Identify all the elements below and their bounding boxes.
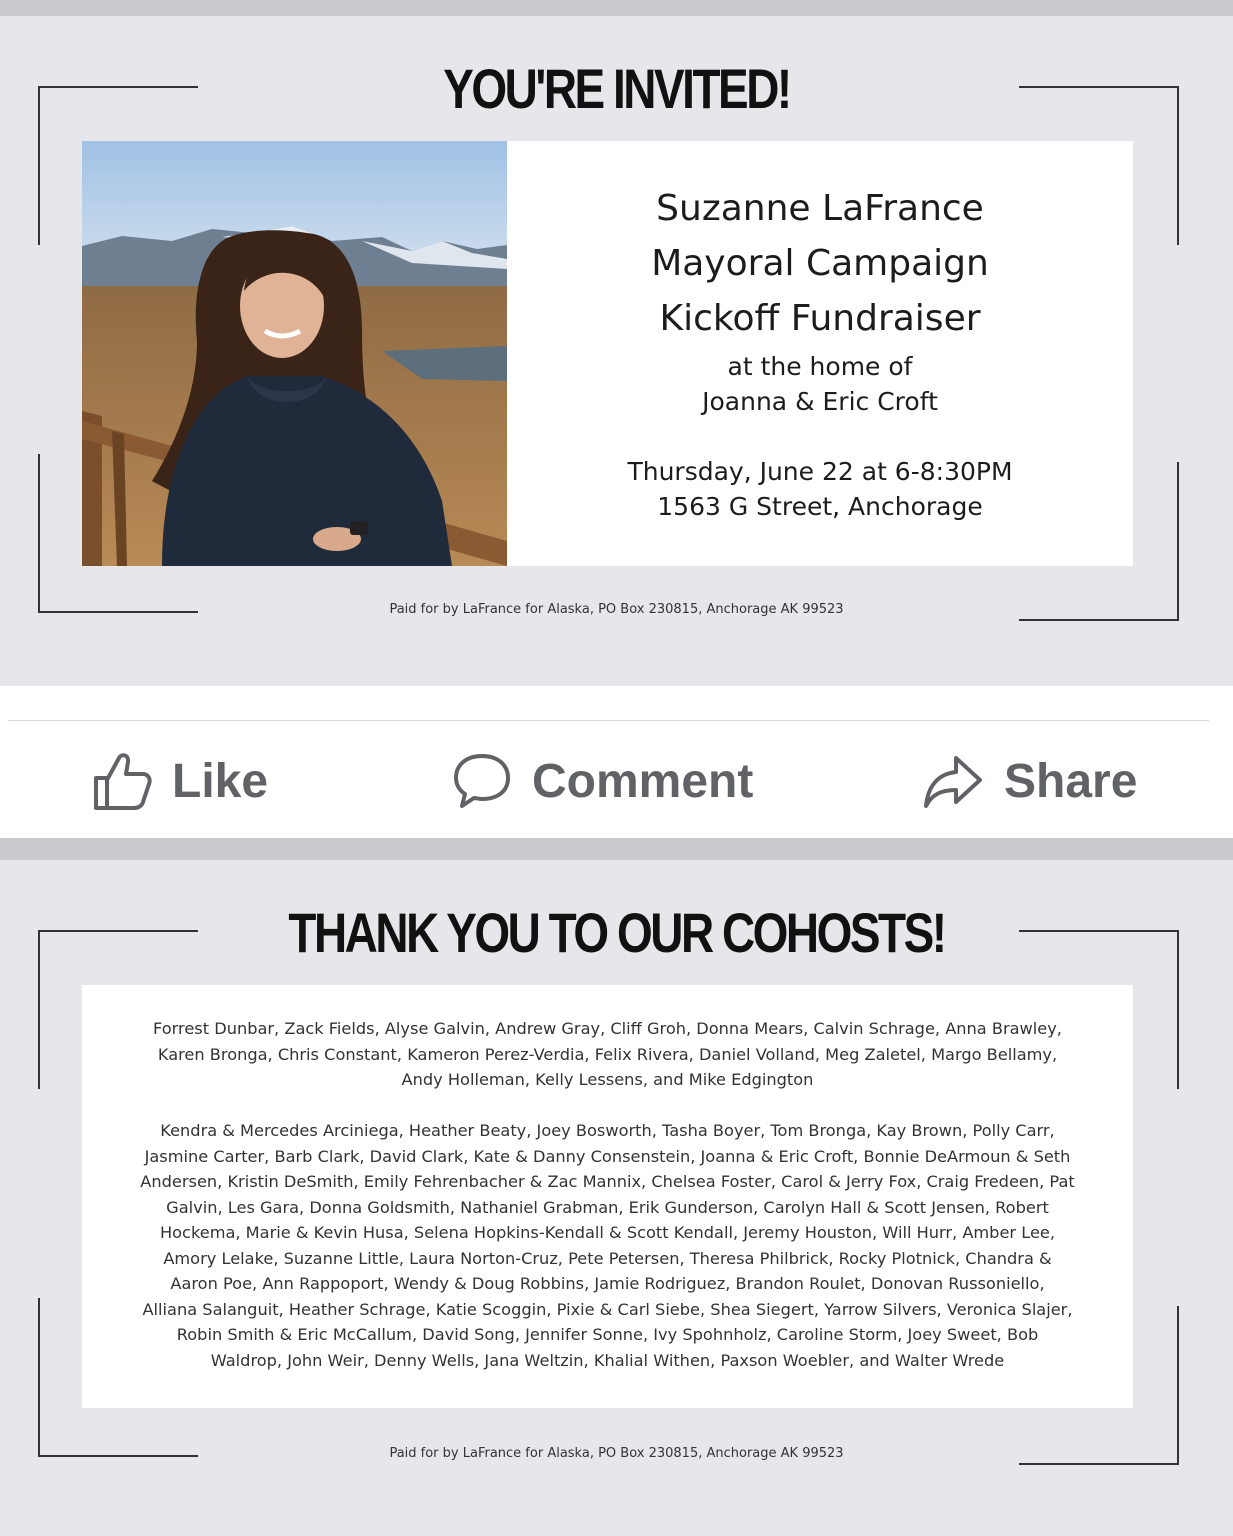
invite-panel: [82, 141, 1133, 566]
cohost-line: Galvin, Les Gara, Donna Goldsmith, Nathaniel Grabman, Erik Gunderson, Carolyn Hall & Scott Jensen, Robert: [166, 1197, 1049, 1217]
cohost-line: Andy Holleman, Kelly Lessens, and Mike Edgington: [401, 1070, 814, 1089]
cohosts-heading: THANK YOU TO OUR COHOSTS!: [288, 901, 945, 964]
cohost-line: Aaron Poe, Ann Rappoport, Wendy & Doug Robbins, Jamie Rodriguez, Brandon Roulet, Donovan Russoniello,: [170, 1274, 1045, 1293]
invitation-image[interactable]: [0, 16, 1233, 686]
portrait-photo: [82, 141, 507, 566]
event-title-line: Mayoral Campaign: [651, 243, 989, 284]
event-address: 1563 G Street, Anchorage: [657, 492, 983, 521]
share-button[interactable]: [922, 746, 1137, 816]
cohost-line: Waldrop, John Weir, Denny Wells, Jana Weltzin, Khalial Withen, Paxson Woebler, and Walter Wrede: [210, 1350, 1005, 1370]
cohost-line: Jasmine Carter, Barb Clark, David Clark, Kate & Danny Consenstein, Joanna & Eric Croft, Bonnie DeArmoun & Seth: [144, 1146, 1071, 1166]
event-host: [507, 349, 1133, 419]
invite-heading: YOU'RE INVITED!: [443, 57, 790, 120]
cohost-line: Karen Bronga, Chris Constant, Kameron Perez-Verdia, Felix Rivera, Daniel Volland, Meg Zaletel, Margo Bellamy,: [157, 1044, 1058, 1064]
post-separator: [0, 838, 1233, 860]
cohost-panel: [82, 985, 1133, 1408]
feed-top-separator: [0, 0, 1233, 16]
cohost-list-community: [102, 1118, 1113, 1373]
event-date-location: [507, 454, 1133, 524]
event-details: [507, 141, 1133, 566]
cohost-list-officials: [102, 1016, 1113, 1093]
comment-label: Comment: [532, 754, 754, 808]
share-arrow-icon: [922, 752, 984, 810]
cohost-line: Andersen, Kristin DeSmith, Emily Fehrenbacher & Zac Mannix, Chelsea Foster, Carol & Jerry Fox, Craig Fredeen, Pat: [140, 1172, 1075, 1191]
like-label: Like: [172, 754, 269, 808]
cohost-line: Kendra & Mercedes Arciniega, Heather Beaty, Joey Bosworth, Tasha Boyer, Tom Bronga, Kay Brown, Polly Carr,: [160, 1121, 1055, 1140]
event-date: Thursday, June 22 at 6-8:30PM: [627, 457, 1013, 486]
event-host-line: Joanna & Eric Croft: [702, 387, 938, 416]
share-label: Share: [1004, 754, 1138, 808]
cohost-line: Alliana Salanguit, Heather Schrage, Katie Scoggin, Pixie & Carl Siebe, Shea Siegert, Yarrow Silvers, Veronica Slajer,: [142, 1299, 1073, 1319]
cohost-line: Hockema, Marie & Kevin Husa, Selena Hopkins-Kendall & Scott Kendall, Jeremy Houston, Will Hurr, Amber Lee,: [159, 1223, 1056, 1242]
like-button[interactable]: [92, 746, 268, 816]
event-host-line: at the home of: [727, 352, 913, 381]
action-divider: [8, 720, 1209, 721]
cohost-line: Forrest Dunbar, Zack Fields, Alyse Galvin, Andrew Gray, Cliff Groh, Donna Mears, Calvin Schrage, Anna Brawley,: [153, 1019, 1062, 1038]
event-title: [507, 181, 1133, 346]
cohosts-disclaimer: Paid for by LaFrance for Alaska, PO Box 230815, Anchorage AK 99523: [389, 1446, 844, 1461]
cohosts-image[interactable]: [0, 860, 1233, 1536]
comment-button[interactable]: [452, 746, 753, 816]
thumbs-up-icon: [92, 750, 152, 812]
cohost-line: Robin Smith & Eric McCallum, David Song, Jennifer Sonne, Ivy Spohnholz, Caroline Storm, Joey Sweet, Bob: [176, 1325, 1039, 1344]
post-action-bar: [0, 686, 1233, 838]
invite-disclaimer: Paid for by LaFrance for Alaska, PO Box 230815, Anchorage AK 99523: [389, 602, 844, 617]
speech-bubble-icon: [452, 752, 512, 810]
event-title-line: Suzanne LaFrance: [656, 188, 984, 229]
event-title-line: Kickoff Fundraiser: [659, 298, 981, 339]
cohost-line: Amory Lelake, Suzanne Little, Laura Norton-Cruz, Pete Petersen, Theresa Philbrick, Rocky Plotnick, Chandra &: [163, 1248, 1052, 1268]
